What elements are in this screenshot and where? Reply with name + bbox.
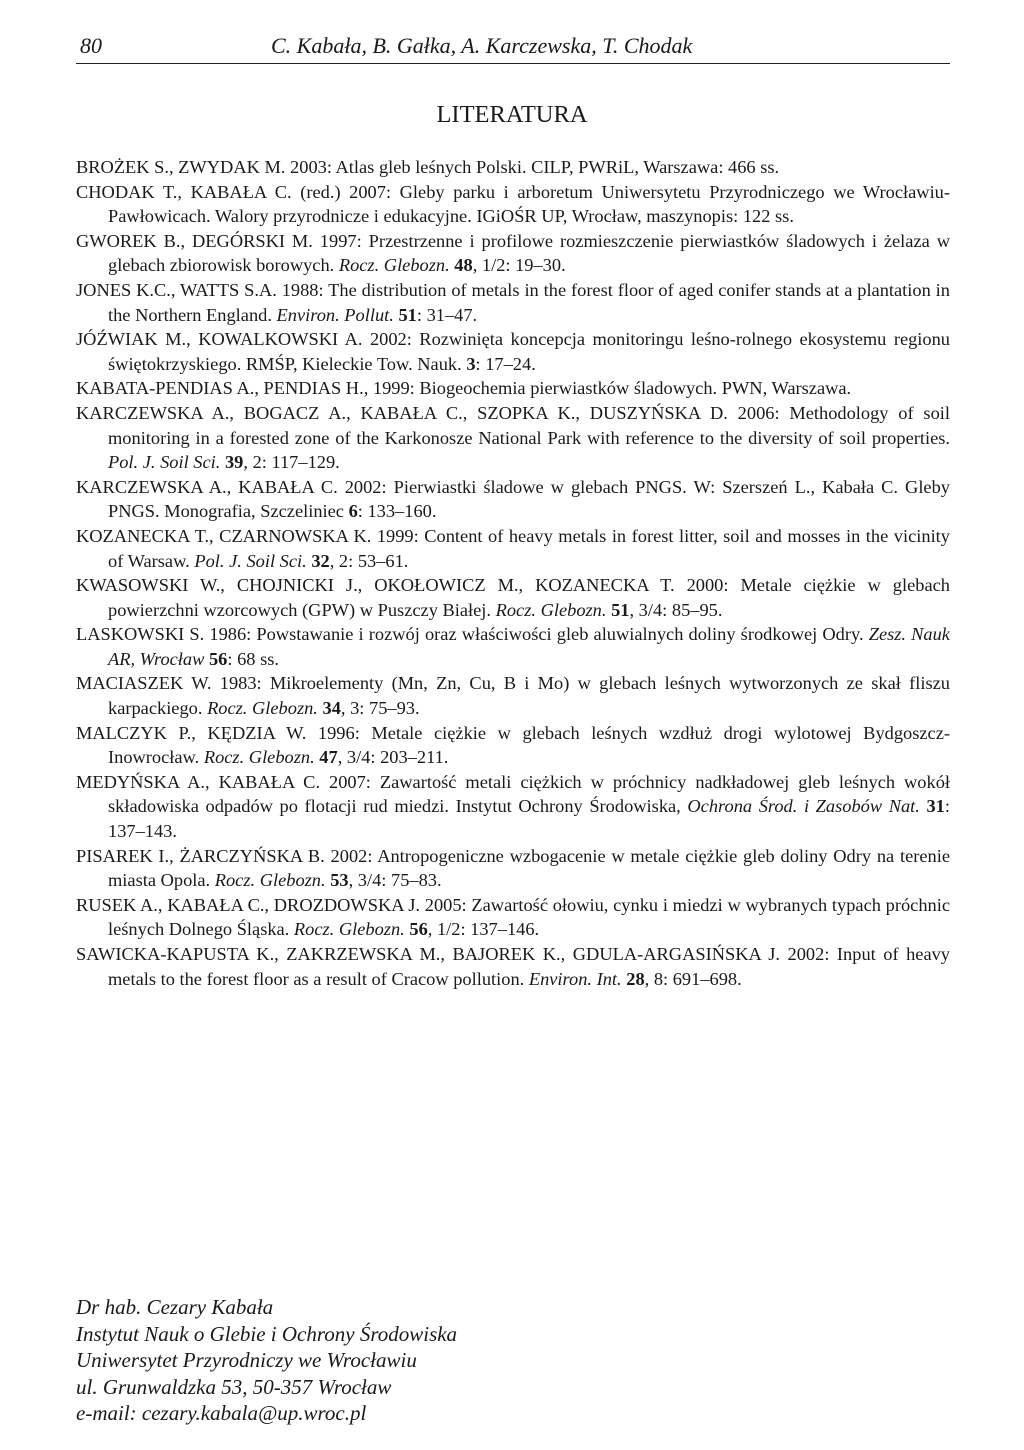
reference-journal: Rocz. Glebozn.	[203, 747, 315, 768]
reference-entry	[76, 844, 950, 893]
reference-volume: 51	[611, 599, 630, 620]
reference-entry	[76, 770, 950, 844]
reference-text: 2005: Zawartość ołowiu, cynku i miedzi w wybranych typach próchnic leśnych Dolnego Śląska.	[108, 894, 951, 940]
reference-volume: 31	[926, 796, 945, 817]
reference-authors: SAWICKA-KAPUSTA K., ZAKRZEWSKA M., BAJOREK K., GDULA-ARGASIŃSKA J.	[76, 944, 781, 964]
address-line-email: e-mail: cezary.kabala@up.wroc.pl	[76, 1401, 367, 1425]
reference-journal: Rocz. Glebozn.	[293, 919, 405, 940]
running-head-authors: C. Kabała, B. Gałka, A. Karczewska, T. Chodak	[271, 33, 693, 58]
reference-pages: : 133–160.	[357, 501, 437, 522]
reference-authors: CHODAK T., KABAŁA C.	[76, 181, 292, 202]
reference-authors: MEDYŃSKA A., KABAŁA C.	[76, 771, 321, 792]
reference-pages: : 17–24.	[475, 353, 536, 374]
reference-pages: : 68 ss.	[227, 648, 279, 669]
reference-text: 2002: Pierwiastki śladowe w glebach PNGS. W: Szerszeń L., Kabała C. Gleby PNGS. Monografia, Szczeliniec	[108, 476, 950, 522]
reference-pages: , 8: 691–698.	[644, 968, 742, 989]
reference-entry	[76, 155, 950, 180]
reference-pages: : 137–143.	[108, 796, 950, 842]
reference-entry	[76, 893, 950, 942]
reference-authors: JÓŹWIAK M., KOWALKOWSKI A.	[76, 329, 363, 350]
reference-text: 1986: Powstawanie i rozwój oraz właściwości gleb aluwialnych doliny środkowej Odry.	[204, 624, 869, 645]
reference-journal: Pol. J. Soil Sci.	[108, 452, 221, 473]
reference-entry	[76, 721, 950, 770]
reference-volume: 39	[224, 452, 244, 473]
address-line-institute: Instytut Nauk o Glebie i Ochrony Środowiska	[76, 1321, 458, 1346]
reference-authors: KABATA-PENDIAS A., PENDIAS H.	[76, 378, 364, 399]
reference-pages: , 2: 117–129.	[243, 452, 340, 473]
address-line-name: Dr hab. Cezary Kabała	[76, 1295, 274, 1319]
reference-text: 1996: Metale ciężkie w glebach leśnych wzdłuż drogi wylotowej Bydgoszcz-Inowrocław.	[108, 722, 950, 768]
reference-journal: Environ. Pollut.	[276, 304, 394, 325]
reference-journal: Rocz. Glebozn.	[495, 599, 607, 620]
reference-volume: 48	[454, 255, 473, 276]
reference-text: 2000: Metale ciężkie w glebach powierzchni wzorcowych (GPW) w Puszczy Białej.	[108, 575, 950, 620]
reference-authors: MALCZYK P., KĘDZIA W.	[76, 722, 307, 743]
reference-journal: Pol. J. Soil Sci.	[194, 550, 307, 571]
reference-volume: 56	[409, 919, 428, 940]
reference-entry	[76, 942, 950, 991]
reference-text: (red.) 2007: Gleby parku i arboretum Uniwersytetu Przyrodniczego we Wrocławiu-Pawłowicach. Walory przyrodnicze i edukacyjne. IGiOŚR UP, Wrocław, maszynopis: 122 ss.	[108, 181, 950, 227]
reference-text: 1983: Mikroelementy (Mn, Zn, Cu, B i Mo) w glebach leśnych wytworzonych ze skał fliszu karpackiego.	[108, 673, 950, 719]
reference-entry	[76, 180, 950, 229]
reference-entry	[76, 573, 950, 622]
reference-journal: Rocz. Glebozn.	[338, 255, 450, 276]
reference-text: 2002: Rozwinięta koncepcja monitoringu leśno-rolnego ekosystemu regionu świętokrzyskiego. RMŚP, Kieleckie Tow. Nauk.	[108, 329, 950, 374]
reference-authors: GWOREK B., DEGÓRSKI M.	[76, 230, 313, 251]
reference-authors: PISAREK I., ŻARCZYŃSKA B.	[76, 845, 325, 866]
reference-journal: Zesz. Nauk AR, Wrocław	[108, 624, 950, 669]
reference-volume: 34	[322, 698, 341, 719]
reference-entry	[76, 622, 950, 671]
reference-journal: Environ. Int.	[528, 968, 622, 989]
reference-entry	[76, 376, 950, 401]
reference-volume: 56	[208, 648, 228, 669]
reference-pages: , 3/4: 85–95.	[629, 599, 723, 620]
address-line-university: Uniwersytet Przyrodniczy we Wrocławiu	[76, 1348, 417, 1372]
author-address	[76, 1294, 457, 1427]
address-line-street: ul. Grunwaldzka 53, 50-357 Wrocław	[76, 1374, 392, 1399]
reference-pages: , 3/4: 75–83.	[348, 870, 442, 891]
reference-pages: , 1/2: 137–146.	[427, 919, 540, 940]
reference-text: 2007: Zawartość metali ciężkich w próchnicy nadkładowej gleb leśnych wokół składowiska odpadów po flotacji rud miedzi. Instytut Ochrony Środowiska,	[108, 771, 950, 817]
reference-entry	[76, 229, 950, 278]
reference-authors: MACIASZEK W.	[76, 673, 212, 694]
reference-volume: 28	[626, 968, 645, 989]
reference-entry	[76, 278, 950, 327]
reference-authors: KOZANECKA T., CZARNOWSKA K.	[76, 525, 372, 546]
running-header	[76, 33, 950, 64]
reference-volume: 53	[330, 870, 349, 891]
reference-volume: 51	[398, 304, 417, 325]
reference-volume: 6	[348, 501, 358, 522]
reference-authors: KARCZEWSKA A., BOGACZ A., KABAŁA C., SZOPKA K., DUSZYŃSKA D.	[76, 402, 728, 423]
reference-entry	[76, 327, 950, 376]
reference-authors: KARCZEWSKA A., KABAŁA C.	[76, 476, 338, 497]
reference-pages: , 1/2: 19–30.	[472, 255, 566, 276]
reference-journal: Ochrona Środ. i Zasobów Nat.	[687, 796, 920, 817]
reference-authors: LASKOWSKI S.	[76, 624, 205, 645]
reference-text: 2003: Atlas gleb leśnych Polski. CILP, PWRiL, Warszawa: 466 ss.	[285, 157, 780, 177]
reference-text: 1988: The distribution of metals in the forest floor of aged conifer stands at a plantation in the Northern England.	[108, 279, 950, 325]
reference-text: 2002: Antropogeniczne wzbogacenie w metale ciężkie gleb doliny Odry na terenie miasta Opola.	[108, 845, 950, 891]
reference-list	[76, 155, 950, 991]
reference-pages: , 2: 53–61.	[329, 550, 409, 571]
reference-text: 1999: Content of heavy metals in forest litter, soil and mosses in the vicinity of Warsaw.	[108, 525, 950, 571]
reference-volume: 32	[311, 550, 330, 571]
reference-journal: Rocz. Glebozn.	[214, 870, 326, 891]
reference-pages: , 3: 75–93.	[340, 698, 420, 719]
reference-text: 2002: Input of heavy metals to the forest floor as a result of Cracow pollution.	[108, 944, 950, 989]
reference-entry	[76, 671, 950, 720]
reference-journal: Rocz. Glebozn.	[207, 698, 318, 719]
reference-text: , 1999: Biogeochemia pierwiastków śladowych. PWN, Warszawa.	[363, 378, 852, 399]
reference-authors: JONES K.C., WATTS S.A.	[76, 279, 277, 300]
reference-pages: , 3/4: 203–211.	[337, 747, 449, 768]
reference-entry	[76, 401, 950, 475]
page-number: 80	[80, 33, 102, 58]
reference-entry	[76, 524, 950, 573]
reference-authors: BROŻEK S., ZWYDAK M.	[76, 157, 286, 177]
reference-entry	[76, 475, 950, 524]
reference-volume: 3	[466, 353, 476, 374]
reference-volume: 47	[319, 747, 338, 768]
reference-text: 2006: Methodology of soil monitoring in a forested zone of the Karkonosze National Park with reference to the diversity of soil properties.	[108, 402, 950, 448]
section-title: LITERATURA	[436, 101, 588, 128]
reference-pages: : 31–47.	[416, 304, 478, 325]
reference-authors: KWASOWSKI W., CHOJNICKI J., OKOŁOWICZ M., KOZANECKA T.	[76, 575, 675, 596]
reference-authors: RUSEK A., KABAŁA C., DROZDOWSKA J.	[76, 894, 421, 915]
reference-text: 1997: Przestrzenne i profilowe rozmieszczenie pierwiastków śladowych i żelaza w glebach zbiorowisk borowych.	[108, 230, 950, 276]
